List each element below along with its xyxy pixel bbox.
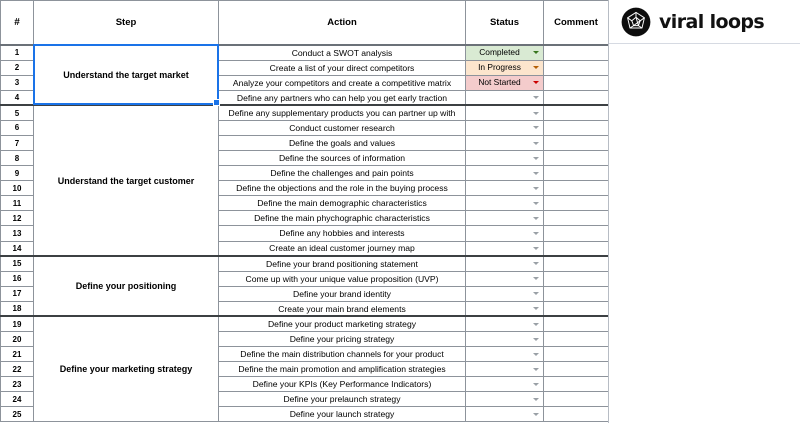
chevron-down-icon[interactable] xyxy=(533,232,539,235)
table-row xyxy=(1,256,609,271)
action-cell[interactable]: Conduct customer research xyxy=(219,120,466,135)
chevron-down-icon[interactable] xyxy=(533,172,539,175)
comment-cell[interactable] xyxy=(544,90,609,105)
status-dropdown-cell[interactable] xyxy=(466,286,544,301)
action-cell[interactable]: Define the main demographic characteristics xyxy=(219,196,466,211)
chevron-down-icon[interactable] xyxy=(533,142,539,145)
action-cell[interactable]: Define any hobbies and interests xyxy=(219,226,466,241)
status-dropdown-cell[interactable] xyxy=(466,271,544,286)
chevron-down-icon[interactable] xyxy=(533,277,539,280)
chevron-down-icon[interactable] xyxy=(533,66,539,69)
comment-cell[interactable] xyxy=(544,286,609,301)
row-number-cell[interactable]: 23 xyxy=(1,377,34,392)
comment-cell[interactable] xyxy=(544,166,609,181)
column-header-status[interactable]: Status xyxy=(466,1,544,46)
chevron-down-icon[interactable] xyxy=(533,247,539,250)
row-number-cell[interactable]: 6 xyxy=(1,120,34,135)
chevron-down-icon[interactable] xyxy=(533,353,539,356)
row-number-cell[interactable]: 12 xyxy=(1,211,34,226)
chevron-down-icon[interactable] xyxy=(533,413,539,416)
row-number-cell[interactable]: 14 xyxy=(1,241,34,256)
status-dropdown-cell[interactable] xyxy=(466,166,544,181)
row-number-cell[interactable]: 15 xyxy=(1,256,34,271)
action-cell[interactable]: Define your product marketing strategy xyxy=(219,316,466,331)
action-cell[interactable]: Come up with your unique value proposition (UVP) xyxy=(219,271,466,286)
status-dropdown-cell[interactable] xyxy=(466,241,544,256)
comment-cell[interactable] xyxy=(544,301,609,316)
status-label: Completed xyxy=(479,47,520,58)
comment-cell[interactable] xyxy=(544,75,609,90)
comment-cell[interactable] xyxy=(544,392,609,407)
chevron-down-icon[interactable] xyxy=(533,157,539,160)
chevron-down-icon[interactable] xyxy=(533,202,539,205)
comment-cell[interactable] xyxy=(544,151,609,166)
chevron-down-icon[interactable] xyxy=(533,262,539,265)
comment-cell[interactable] xyxy=(544,241,609,256)
action-cell[interactable]: Create a list of your direct competitors xyxy=(219,60,466,75)
status-dropdown-cell[interactable] xyxy=(466,226,544,241)
row-number-cell[interactable]: 5 xyxy=(1,105,34,120)
table-row xyxy=(1,45,609,60)
step-group-cell[interactable]: Define your positioning xyxy=(34,256,219,316)
comment-cell[interactable] xyxy=(544,316,609,331)
status-dropdown-cell[interactable] xyxy=(466,45,544,60)
status-dropdown-cell[interactable] xyxy=(466,331,544,346)
column-header-action[interactable]: Action xyxy=(219,1,466,46)
row-number-cell[interactable]: 8 xyxy=(1,151,34,166)
status-dropdown-cell[interactable] xyxy=(466,60,544,75)
row-number-cell[interactable]: 22 xyxy=(1,362,34,377)
step-group-cell[interactable]: Understand the target customer xyxy=(34,105,219,256)
comment-cell[interactable] xyxy=(544,347,609,362)
column-header-step[interactable]: Step xyxy=(34,1,219,46)
status-label: Not Started xyxy=(478,77,521,88)
table-body xyxy=(1,45,609,422)
status-dropdown-cell[interactable] xyxy=(466,135,544,150)
table-row xyxy=(1,105,609,120)
comment-cell[interactable] xyxy=(544,135,609,150)
status-dropdown-cell[interactable] xyxy=(466,256,544,271)
row-number-cell[interactable]: 21 xyxy=(1,347,34,362)
chevron-down-icon[interactable] xyxy=(533,81,539,84)
row-number-cell[interactable]: 9 xyxy=(1,166,34,181)
comment-cell[interactable] xyxy=(544,60,609,75)
status-dropdown-cell[interactable] xyxy=(466,407,544,422)
row-number-cell[interactable]: 11 xyxy=(1,196,34,211)
action-cell[interactable]: Define your brand positioning statement xyxy=(219,256,466,271)
table-header-row xyxy=(1,1,609,46)
column-header-number[interactable]: # xyxy=(1,1,34,46)
action-cell[interactable]: Define the goals and values xyxy=(219,135,466,150)
chevron-down-icon[interactable] xyxy=(533,307,539,310)
status-label: In Progress xyxy=(478,62,521,73)
row-number-cell[interactable]: 10 xyxy=(1,181,34,196)
status-dropdown-cell[interactable] xyxy=(466,301,544,316)
chevron-down-icon[interactable] xyxy=(533,338,539,341)
chevron-down-icon[interactable] xyxy=(533,383,539,386)
action-cell[interactable]: Define your pricing strategy xyxy=(219,331,466,346)
action-cell[interactable]: Define your brand identity xyxy=(219,286,466,301)
status-dropdown-cell[interactable] xyxy=(466,105,544,120)
table-row xyxy=(1,316,609,331)
comment-cell[interactable] xyxy=(544,256,609,271)
chevron-down-icon[interactable] xyxy=(533,323,539,326)
status-dropdown-cell[interactable] xyxy=(466,151,544,166)
comment-cell[interactable] xyxy=(544,181,609,196)
action-cell[interactable]: Define your launch strategy xyxy=(219,407,466,422)
comment-cell[interactable] xyxy=(544,271,609,286)
chevron-down-icon[interactable] xyxy=(533,368,539,371)
step-group-cell[interactable]: Understand the target market xyxy=(34,45,219,105)
comment-cell[interactable] xyxy=(544,362,609,377)
chevron-down-icon[interactable] xyxy=(533,217,539,220)
row-number-cell[interactable]: 3 xyxy=(1,75,34,90)
action-cell[interactable]: Define your KPIs (Key Performance Indicators) xyxy=(219,377,466,392)
chevron-down-icon[interactable] xyxy=(533,187,539,190)
action-cell[interactable]: Define your prelaunch strategy xyxy=(219,392,466,407)
chevron-down-icon[interactable] xyxy=(533,51,539,54)
chevron-down-icon[interactable] xyxy=(533,126,539,129)
comment-cell[interactable] xyxy=(544,196,609,211)
row-number-cell[interactable]: 25 xyxy=(1,407,34,422)
row-number-cell[interactable]: 19 xyxy=(1,316,34,331)
action-cell[interactable]: Define the main phychographic characteristics xyxy=(219,211,466,226)
comment-cell[interactable] xyxy=(544,45,609,60)
icosahedron-circle-logo-icon xyxy=(621,7,651,37)
comment-cell[interactable] xyxy=(544,377,609,392)
row-number-cell[interactable]: 4 xyxy=(1,90,34,105)
comment-cell[interactable] xyxy=(544,331,609,346)
row-number-cell[interactable]: 16 xyxy=(1,271,34,286)
comment-cell[interactable] xyxy=(544,120,609,135)
status-dropdown-cell[interactable] xyxy=(466,362,544,377)
column-header-comment[interactable]: Comment xyxy=(544,1,609,46)
action-cell[interactable]: Define the main promotion and amplification strategies xyxy=(219,362,466,377)
comment-cell[interactable] xyxy=(544,226,609,241)
row-number-cell[interactable]: 13 xyxy=(1,226,34,241)
status-dropdown-cell[interactable] xyxy=(466,120,544,135)
row-number-cell[interactable]: 24 xyxy=(1,392,34,407)
brand-header xyxy=(609,0,800,44)
status-dropdown-cell[interactable] xyxy=(466,90,544,105)
action-cell[interactable]: Create your main brand elements xyxy=(219,301,466,316)
action-cell[interactable]: Define the challenges and pain points xyxy=(219,166,466,181)
action-cell[interactable]: Create an ideal customer journey map xyxy=(219,241,466,256)
comment-cell[interactable] xyxy=(544,105,609,120)
action-cell[interactable]: Define any partners who can help you get early traction xyxy=(219,90,466,105)
action-cell[interactable]: Define any supplementary products you can partner up with xyxy=(219,105,466,120)
brand-name: viral loops xyxy=(659,10,765,33)
status-dropdown-cell[interactable] xyxy=(466,75,544,90)
chevron-down-icon[interactable] xyxy=(533,292,539,295)
action-cell[interactable]: Analyze your competitors and create a competitive matrix xyxy=(219,75,466,90)
comment-cell[interactable] xyxy=(544,211,609,226)
row-number-cell[interactable]: 18 xyxy=(1,301,34,316)
row-number-cell[interactable]: 7 xyxy=(1,135,34,150)
chevron-down-icon[interactable] xyxy=(533,398,539,401)
empty-right-pane xyxy=(609,45,800,423)
status-dropdown-cell[interactable] xyxy=(466,392,544,407)
status-dropdown-cell[interactable] xyxy=(466,347,544,362)
status-dropdown-cell[interactable] xyxy=(466,196,544,211)
action-cell[interactable]: Conduct a SWOT analysis xyxy=(219,45,466,60)
action-cell[interactable]: Define the sources of information xyxy=(219,151,466,166)
action-cell[interactable]: Define the objections and the role in the buying process xyxy=(219,181,466,196)
chevron-down-icon[interactable] xyxy=(533,96,539,99)
row-number-cell[interactable]: 1 xyxy=(1,45,34,60)
chevron-down-icon[interactable] xyxy=(533,112,539,115)
status-dropdown-cell[interactable] xyxy=(466,181,544,196)
status-dropdown-cell[interactable] xyxy=(466,211,544,226)
status-dropdown-cell[interactable] xyxy=(466,316,544,331)
row-number-cell[interactable]: 2 xyxy=(1,60,34,75)
step-group-cell[interactable]: Define your marketing strategy xyxy=(34,316,219,422)
row-number-cell[interactable]: 20 xyxy=(1,331,34,346)
row-number-cell[interactable]: 17 xyxy=(1,286,34,301)
status-dropdown-cell[interactable] xyxy=(466,377,544,392)
comment-cell[interactable] xyxy=(544,407,609,422)
action-cell[interactable]: Define the main distribution channels for your product xyxy=(219,347,466,362)
